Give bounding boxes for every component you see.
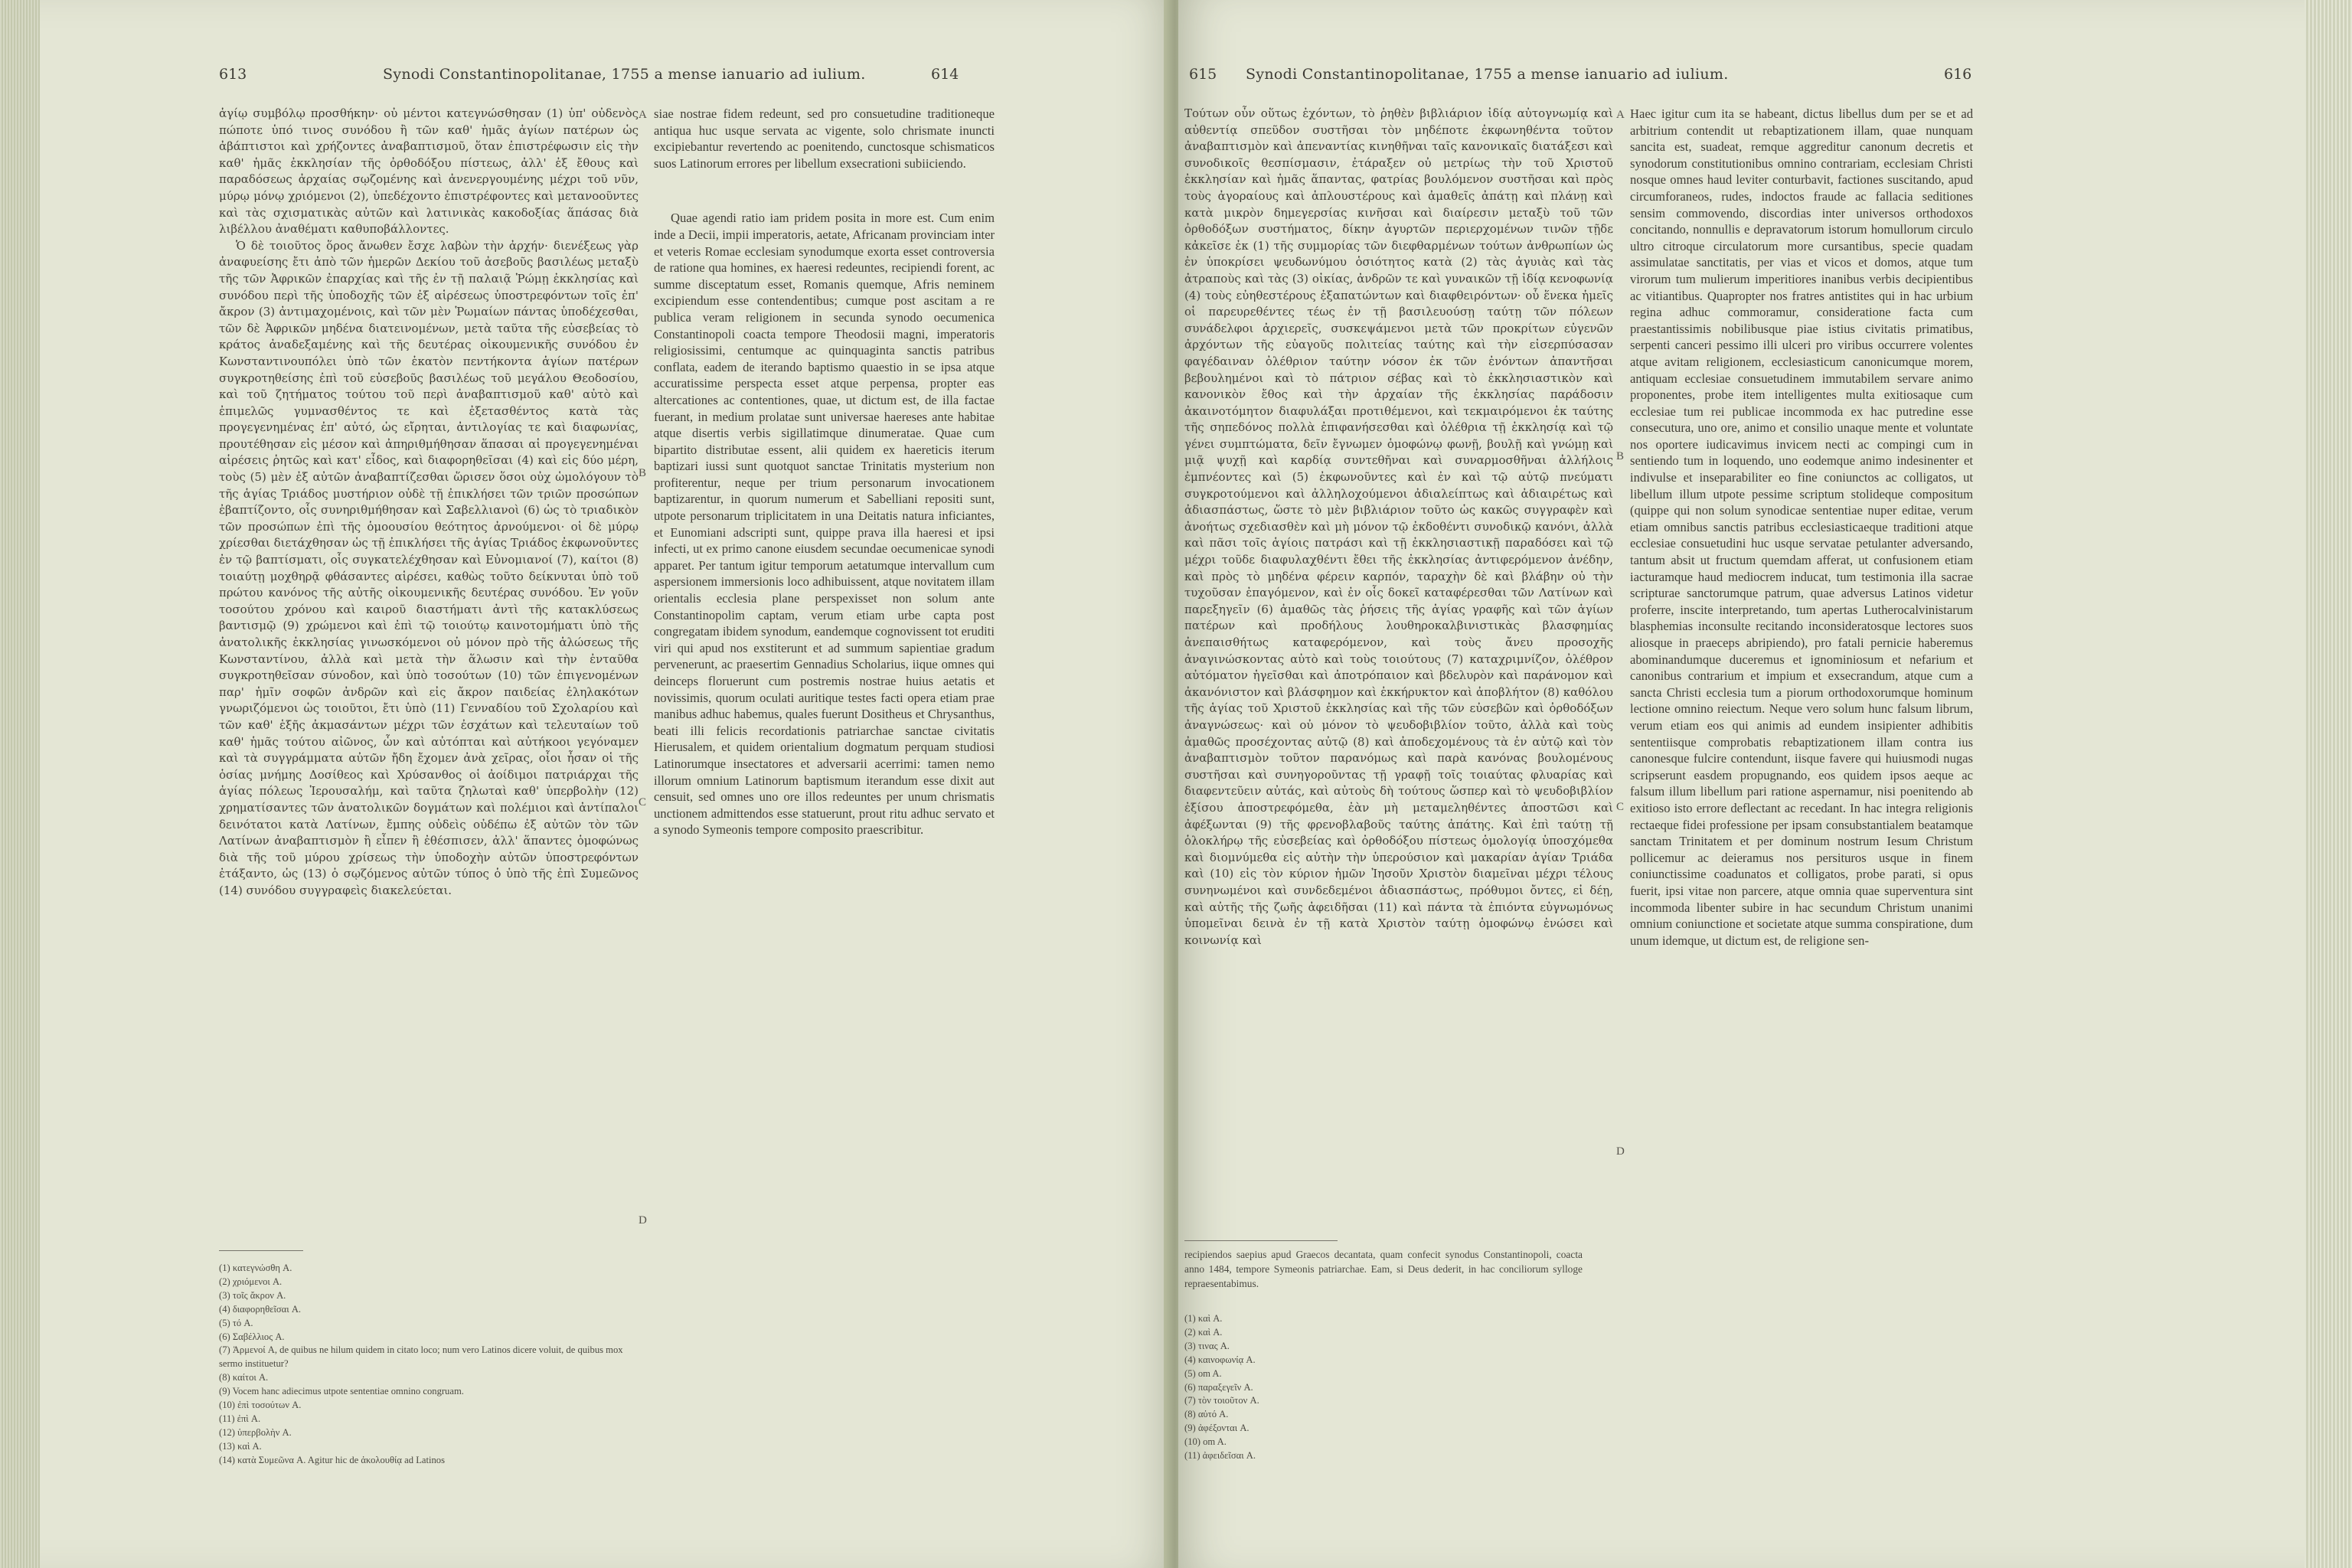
footnote: (10) ἐπὶ τοσούτων A. (219, 1400, 302, 1411)
margin-letter: B (1616, 450, 1625, 462)
greek-column (219, 106, 639, 900)
footnote: (2) χριόμενοι A. (219, 1276, 283, 1287)
page-edge (0, 0, 40, 1568)
greek-paragraph: ἁγίῳ συμβόλῳ προσθήκην· οὐ μέντοι κατεγνώσθησαν (1) ὑπ' οὐδενὸς πώποτε ὑπό τινος συνόδου ἢ τῶν καθ' ἡμᾶς ἁγίων πατέρων ὡς ἀβάπτιστοι καὶ χρήζοντες ἀναβαπτισμοῦ, ὅταν ἐπιστρέφωσιν εἰς τὴν καθ' ἡμᾶς ἐκκλησίαν τῆς ὀρθοδόξου πίστεως, ἀλλ' ἐξ ἔθους καὶ παραδόσεως ἀρχαίας σῳζομένης καὶ ἀνενεργουμένης μέχρι τοῦ νῦν, μύρῳ μόνῳ χριόμενοι (2), ὑπεδέχοντο ἐπιστρέφοντες καὶ μετανοοῦντες καὶ τὰς σχισματικὰς αὐτῶν καὶ λατινικὰς κακοδοξίας ἅπάσας διὰ λιβέλλου ἀναθέματι καθυποβάλλοντες. (219, 106, 639, 237)
latin-column (1630, 106, 1973, 949)
running-title: Synodi Constantinopolitanae, 1755 a mense ianuario ad iulium. (1246, 66, 1729, 83)
footnote: (2) καὶ A. (1184, 1326, 1223, 1338)
left-page (0, 0, 1174, 1568)
footnotes (1184, 1312, 1583, 1463)
margin-letter: D (1616, 1145, 1625, 1158)
footnote: (7) Ἀρμενοί A, de quibus ne hilum quidem in citato loco; num vero Latinos dicere voluit, de quibus mox sermo instituetur? (219, 1344, 623, 1370)
right-page (1178, 0, 2352, 1568)
footnote: (8) αὐτό A. (1184, 1409, 1229, 1420)
margin-letter: C (639, 796, 647, 808)
footnote: (6) παραξεγεῖν A. (1184, 1381, 1253, 1393)
greek-column (1184, 106, 1613, 949)
footnote: (4) καινοφωνίᾳ A. (1184, 1354, 1256, 1365)
footnote: (1) κατεγνώσθη A. (219, 1263, 292, 1273)
footnote: (13) καὶ A. (219, 1440, 262, 1452)
running-title: Synodi Constantinopolitanae, 1755 a mense ianuario ad iulium. (383, 66, 866, 83)
footnote: (3) τινας A. (1184, 1340, 1230, 1351)
margin-letter: A (639, 109, 647, 121)
footnote: (12) ὑπερβολὴν A. (219, 1426, 292, 1438)
page-number: 613 (219, 66, 247, 83)
margin-letter: C (1616, 801, 1625, 813)
footnote: (1) καὶ A. (1184, 1313, 1223, 1324)
footnote: (4) διαφορηθεῖσαι A. (219, 1303, 302, 1315)
footnote-rule (1184, 1240, 1338, 1241)
page-number: 616 (1944, 66, 1972, 83)
footnote: (7) τὸν τοιοῦτον A. (1184, 1395, 1259, 1406)
footnote: (5) om A. (1184, 1367, 1222, 1379)
greek-paragraph: Τούτων οὖν οὕτως ἐχόντων, τὸ ῥηθὲν βιβλιάριον ἰδίᾳ αὐτογνωμίᾳ καὶ αὐθεντίᾳ σπεῦδον συστῆσαι τὸν μηδέποτε ἐκφωνηθέντα τοῦτον ἀναβαπτισμὸν καὶ ἀπεναντίας κινηθῆναι ταῖς κανονικαῖς διατάξεσι καὶ συνοδικοῖς θεσπίσμασιν, ἐτάραξεν οὐ μετρίως τὴν τοῦ Χριστοῦ ἐκκλησίαν καὶ ἡμᾶς ἅπαντας, φατρίας βουλόμενον συστῆσαι καὶ πρὸς τοὺς ἀγοραίους καὶ ἁπλουστέρους καὶ ἀμαθεῖς ἀπάτῃ καὶ πλάνῃ καὶ κατὰ μικρὸν δημεγερσίας κινῆσαι καὶ διαίρεσιν μεταξὺ τοῦ τῶν ὀρθοδόξων συστήματος, δίκην ἀγυρτῶν περιερχομένων τινῶν τῇδε κἀκεῖσε ἐκ (1) τῆς συμμορίας τῶν διεφθαρμένων τούτων ἀνθρωπίων ὡς ἐν ὑποκρίσει ψευδωνύμου ὁσιότητος κατὰ (2) τὰς ἀγυιὰς καὶ τὰς ἀτραποὺς καὶ τὰς (3) οἰκίας, ἀνδρῶν τε καὶ γυναικῶν τῇ ἰδίᾳ κενοφωνίᾳ (4) τοὺς εὐηθεστέρους ἐξαπατώντων καὶ διαφθειρόντων· οὗ ἕνεκα ἡμεῖς οἱ παρευρεθέντες τέως ἐν τῇ βασιλευούσῃ ταύτῃ τῶν πόλεων συνάδελφοι ἀρχιερεῖς, συσκεψάμενοι μετὰ τῶν προκρίτων εὐγενῶν ἀρχόντων τῆς εὐαγοῦς πολιτείας ταύτης καὶ τὴν εἰσερπύσασαν φαγέδαιναν ὀλέθριον ταύτην νόσον ἐκ τῶν ἐνόντων ἀπαντῆσαι βεβουλημένοι καὶ τὸ πάτριον σέβας καὶ τὸ ἐκκλησιαστικὸν καὶ κανονικὸν ἔθος καὶ τὴν ἀρχαίαν τῆς ἐκκλησίας παράδοσιν ἀκαινοτόμητον διαφυλάξαι προτιθέμενοι, καὶ τεκμαιρόμενοι ἐκ ταύτης τῆς σηπεδόνος πολλὰ ἐπιφανήσεσθαι καὶ ὀλέθρια τῇ ἐκκλησίᾳ καὶ τῷ γένει συμπτώματα, δεῖν ἔγνωμεν ὁμοφώνῳ φωνῇ, βουλῇ καὶ γνώμῃ καὶ μιᾷ ψυχῇ καὶ καρδίᾳ συντεθῆναι καὶ συναρμοσθῆναι ἀλλήλοις ἐμπνέοντες καὶ (5) ἐκφωνοῦντες καὶ ἐν καὶ τῷ αὐτῷ πνεύματι συγκροτούμενοι καὶ ἀλληλοχούμενοι ἀδιαλείπτως καὶ ἀδιαιρέτως καὶ ἀδιασπάστως, ὥστε τὸ μὲν βιβλιάριον τοῦτο ὡς κακῶς συγγραφὲν καὶ ἀνοήτως σχεδιασθὲν καὶ μὴ μόνον τῷ ἐκδοθέντι συνοδικῷ κανόνι, ἀλλὰ καὶ πᾶσι τοῖς ἁγίοις πατράσι καὶ τῇ ἐκκλησιαστικῇ παραδόσει καὶ τῷ μέχρι τοῦδε διαφυλαχθέντι ἔθει τῆς ἐκκλησίας ἀντιφερόμενον ἀνέδην, καὶ πρὸς τὸ μηδένα φέρειν καρπόν, ταραχὴν δὲ καὶ βλάβην οὐ τὴν τυχοῦσαν ἐπαγόμενον, καὶ ἐν οἷς δοκεῖ καταφέρεσθαι τῶν Λατίνων καὶ παρεξηγεῖν (6) ἀμαθῶς τὰς ῥήσεις τῆς ἁγίας γραφῆς καὶ τῶν ἁγίων πατέρων καὶ προδήλους λουθηροκαλβινιστικὰς βλασφημίας ἀνεπαισθήτως καταφερόμενον, καὶ τοὺς ἄνευ προσοχῆς ἀναγινώσκοντας αὐτὸ καὶ τοὺς τοιούτους (7) καταχριμνίζον, ὀλέθρον αὐτόματον ἡγεῖσθαι καὶ ἀποτρόπαιον καὶ βδελυρὸν καὶ παράνομον καὶ ἀκανόνιστον καὶ βλάσφημον καὶ ἐκκήρυκτον καὶ ἀποβλήτον (8) καθόλου τῆς ἁγίας τοῦ Χριστοῦ ἐκκλησίας καὶ τῆς τῶν εὐσεβῶν καὶ ὀρθοδόξων ἀναγνώσεως· καὶ οὐ μόνον τὸ ψευδοβιβλίον τοῦτο, ἀλλὰ καὶ τοὺς ἀμαθῶς προσέχοντας αὐτῷ (8) καὶ ἀποδεχομένους τὰ ἐν αὐτῷ καὶ τὸν ἀναβαπτισμὸν τοῦτον παρανόμως καὶ παρὰ κανόνας βουλομένους συστῆσαι καὶ συνηγοροῦντας τῇ γραφῇ τοῖς τοιαύτας φλυαρίας καὶ διαφεντεῦειν αὐτάς, καὶ αὐτοὺς δὴ τούτους ὥσπερ καὶ τὸ ψευδοβιβλίον ἐξίσου ἀποστρεφόμεθα, ἐὰν μὴ μεταμεληθέντες ἀποστῶσι καὶ ἀφέξωνται (9) τῆς φρενοβλαβοῦς ταύτης ἀπάτης. Καὶ ἐπὶ ταύτῃ τῇ ὁλοκλήρῳ τῆς εὐσεβείας καὶ ὀρθοδόξου πίστεως ὁμολογίᾳ ὑποσχόμεθα καὶ διομνύμεθα εἰς αὐτὴν τὴν ὑπερούσιον καὶ μακαρίαν ἁγίαν Τριάδα καὶ (10) εἰς τὸν κύριον ἡμῶν Ἰησοῦν Χριστὸν διαμεῖναι μέχρι τέλους συνηνωμένοι καὶ συνδεδεμένοι ἀδιασπάστως, πρόθυμοι ὄντες, εἰ δέῃ, καὶ αὐτῆς τῆς ζωῆς ἀφειδῆσαι (11) καὶ πάντα τὰ ἐπιόντα εὐγνωμόνως ὑπομεῖναι δεινὰ ἐν τῇ κατὰ Χριστὸν ταύτῃ ὁμοφώνῳ ἑνώσει καὶ κοινωνίᾳ καὶ (1184, 106, 1613, 947)
footnote: (9) Vocem hanc adiecimus utpote sententiae omnino congruam. (219, 1386, 464, 1397)
footnote-rule (219, 1250, 303, 1251)
page-number: 615 (1189, 66, 1217, 83)
footnote: (8) καίτοι A. (219, 1372, 269, 1383)
continued-footnote: recipiendos saepius apud Graecos decantata, quam confecit synodus Constantinopoli, coacta anno 1484, tempore Symeonis patriarchae. Eam, si Deus dederit, in hac conciliorum sylloge repraesentabimus. (1184, 1249, 1583, 1289)
footnote: (3) τοῖς ἄκρον A. (219, 1289, 286, 1301)
footnote: (6) Σαβέλλιος A. (219, 1331, 285, 1342)
latin-paragraph: siae nostrae fidem redeunt, sed pro consuetudine traditioneque antiqua huc usque servata ac vigente, solo chrismate inuncti excipiebantur revertendo ac poenitendo, cunctosque schismaticos suos Latinorum errores per libellum exsecrationi subiiciendo. (654, 106, 995, 171)
latin-column (654, 106, 995, 838)
page-number: 614 (931, 66, 959, 83)
footnote: (14) κατὰ Συμεῶνα A. Agitur hic de ἀκολουθίᾳ ad Latinos (219, 1454, 445, 1465)
footnote: (11) ἀφειδεῖσαι A. (1184, 1450, 1256, 1462)
footnote: (9) ἀφέξονται A. (1184, 1423, 1250, 1434)
margin-letter: B (639, 467, 647, 479)
margin-letter: A (1616, 109, 1625, 121)
greek-paragraph: Ὁ δὲ τοιοῦτος ὅρος ἄνωθεν ἔσχε λαβὼν τὴν ἀρχήν· διενέξεως γὰρ ἀναφυείσης ἔτι ἀπὸ τῶν ἡμερῶν Δεκίου τοῦ ἀσεβοῦς βασιλέως μεταξὺ τῆς τῶν Ἀφρικῶν ἐπαρχίας καὶ τῆς ἐν τῇ παλαιᾷ Ῥώμῃ ἐκκλησίας καὶ συνόδου περὶ τῆς ὑποδοχῆς τῶν ἐξ αἱρέσεως ὑποστρεφόντων τοῖς ἐπ' ἄκρον (3) ἀντιμαχομένοις, καὶ τῶν μὲν Ῥωμαίων πάντας ὑποδέχεσθαι, τῶν δὲ Ἀφρικῶν μηδένα διατεινομένων, μετὰ ταῦτα τῆς εὐσεβείας τὸ κράτος ἀναδεξαμένης καὶ τῆς δευτέρας οἰκουμενικῆς συνόδου ἐν Κωνσταντινουπόλει ὑπὸ τῶν ἑκατὸν πεντήκοντα ἁγίων πατέρων συγκροτηθείσης ἐπὶ τοῦ εὐσεβοῦς βασιλέως τοῦ μεγάλου Θεοδοσίου, καὶ τοῦ ζητήματος τούτου τοῦ περὶ ἀναβαπτισμοῦ καθ' αὐτὸ καὶ ἐπιμελῶς γυμνασθέντος τε καὶ ἐξετασθέντος κατὰ τὰς προγεγενημένας ἐπ' αὐτό, ὡς εἴρηται, ἀντιλογίας τε καὶ διαφωνίας, προυτέθησαν εἰς μέσον καὶ ἀπηριθμήθησαν ἅπασαι αἱ προγεγενημέναι αἱρέσεις ῥητῶς καὶ κατ' εἶδος, καὶ διαφορηθεῖσαι (4) καὶ εἰς δύο μέρη, τοὺς (5) μὲν ἐξ αὐτῶν ἀναβαπτίζεσθαι ὥρισεν ὅσοι οὐχ ὡμολόγουν τὸ τῆς ἁγίας Τριάδος μυστήριον οὐδὲ τῇ ἐπικλήσει τῶν τριῶν προσώπων ἐβαπτίζοντο, οἷς συνηριθμήθησαν καὶ Σαβελλιανοὶ (6) ὡς τὸ τριαδικὸν τῶν προσώπων ἐπὶ τῆς ὁμοουσίου θεότητος ἀρνούμενοι· οἱ δὲ μύρῳ χρίεσθαι διετάχθησαν ὡς τῇ ἐπικλήσει τῆς ἁγίας Τριάδος ἐκφωνοῦντες ἐν τῷ βαπτίσματι, οἷς συγκατελέχθησαν καὶ Εὐνομιανοί (7), καίτοι (8) τοιαύτῃ μοχθηρᾷ φθάσαντες αἱρέσει, καθὼς τοῦτο δείκνυται ὑπὸ τοῦ πρώτου κανόνος τῆς αὐτῆς οἰκουμενικῆς δευτέρας συνόδου. Ἐν γοῦν τοσούτου χρόνου καὶ καιροῦ διαστήματι ἀντὶ τῆς κατακλύσεως βαντισμῷ (9) χρώμενοι καὶ ἐπὶ τῷ τοιούτῳ καινοτομήματι ὑπὸ τῆς ἀνατολικῆς ἐκκλησίας γινωσκόμενοι οὐ μόνον πρὸ τῆς ἁλώσεως τῆς Κωνσταντίνου, ἀλλὰ καὶ μετὰ τὴν ἅλωσιν καὶ τὴν ἐνταῦθα συγκροτηθεῖσαν σύνοδον, καὶ ὑπὸ τοσούτων (10) τῶν ἐπιγενομένων παρ' ἡμῖν σοφῶν ἀνδρῶν καὶ εἰς ἄκρον παιδείας ἐληλακότων γνωριζόμενοι ὡς τοιοῦτοι, ἔτι ὑπὸ (11) Γενναδίου τοῦ Σχολαρίου καὶ τῶν καθ' ἑξῆς ἀκμασάντων μέχρι τῶν ἐσχάτων καὶ τελευταίων τοῦ καθ' ἡμᾶς τούτου αἰῶνος, ὧν καὶ αὐτόπται καὶ αὐτήκοοι γεγόναμεν καὶ τὰ συγγράμματα αὐτῶν ἤδη ἔχομεν ἀνὰ χεῖρας, οἷοι ἦσαν οἱ τῆς ὁσίας μνήμης Δοσίθεος καὶ Χρύσανθος οἱ ἀοίδιμοι πατριάρχαι τῆς ἁγίας πόλεως Ἱερουσαλήμ, καὶ ταῦτα ζηλωταὶ καθ' ὑπερβολὴν (12) χρηματίσαντες τῶν ἀνατολικῶν δογμάτων καὶ πολέμιοι καὶ ἀντίπαλοι δεινότατοι κατὰ Λατίνων, ἔμπης οὐδεὶς οὐδέπω ἐξ αὐτῶν τὸν τῶν Λατίνων ἀναβαπτισμὸν ἢ εἶπεν ἢ ἐθέσπισεν, ἀλλ' ἅπαντες ὁμοφώνως διὰ τῆς τοῦ μύρου χρίσεως τὴν ὑποδοχὴν αὐτῶν ὑποστρεφόντων ἐτάξαντο, ὡς (13) ὁ σῳζόμενος αὐτῶν τύπος ὁ ὑπὸ τῆς ἐπὶ Συμεῶνος (14) συνόδου συγγραφεὶς διακελεύεται. (219, 238, 639, 897)
latin-paragraph: Haec igitur cum ita se habeant, dictus libellus dum per se et ad arbitrium contendit ut rebaptizationem illam, quae nunquam sancita est, suadeat, remque aggreditur canonum decretis et synodorum constitutionibus omnino contrariam, ecclesiam Christi nosque omnes haud leviter conturbavit, factiones suscitando, apud circumforaneos, rudes, indoctos fraude ac fallacia seditiones sensim commovendo, discordias inter universos orthodoxos concitando, nonnullis e depravatorum istorum homullorum circulo ultro citroque circulatorum more cursantibus, specie quadam assimulatae sanctitatis, per vias et vicos et domos, atque tum virorum tum mulierum imperitiores inanibus verbis decipientibus ac vitiantibus. Quapropter nos fratres antistites qui in hac urbium regina adhuc commoramur, consideratione facta cum praestantissimis nobilibusque piae istius civitatis primatibus, serpenti canceri pessimo illi ulceri pro viribus occurrere volentes atque avitam religionem, ecclesiasticum canonicumque morem, antiquam ecclesiae consuetudinem immutabilem servare animo proponentes, probe item intelligentes multa exitiosaque cum ecclesiae tum rei publicae incommoda ex hac putredine esse consecutura, uno ore, animo et consilio unaque mente et voluntate nos oportere iudicavimus invicem necti ac compingi cum in sentiendo tum in loquendo, uno eodemque animo indesinenter et indivulse et inseparabiliter eo fine coniunctos ac colligatos, ut libellum illum utpote pessime scriptum stolideque compositum (quippe qui non solum synodicae sententiae nuper editae, verum etiam omnibus sanctis patribus ecclesiasticaeque traditioni atque ecclesiae consuetudini huc usque servatae petulanter adversando, tantum absit ut fructum quemdam afferat, ut confusionem etiam iacturamque haud mediocrem inducat, tum testimonia illa sacrae scripturae sanctorumque patrum, quae adversus Latinos videtur proferre, inscite interpretando, tum apertas Lutherocalvinistarum blasphemias inconsulte recitando inconsideratosque lectores suos aliosque in praeceps abripiendo), pro fatali pernicie haberemus abominandumque duceremus et ignominiosum et nefarium et canonibus contrarium et impium et exsecrandum, atque cum a sancta Christi ecclesia tum a piorum orthodoxorumque hominum lectione omnino reiectum. Neque vero solum hunc falsum librum, verum etiam eos qui animis ad eundem insipienter adhibitis sententiisque comprobatis rebaptizationem illam contra ius canonesque fulcire contendunt, iisque favere qui huiusmodi nugas scripserunt easdem propugnando, eos quidem ipsos aeque ac falsum illum libellum pari ratione aspernamur, nisi poenitendo ab exitioso isto errore deflectant ac recedant. In hac integra religionis rectaeque fidei professione per ipsam consubstantialem beatamque sanctam Trinitatem et per dominum nostrum Iesum Christum pollicemur ac deieramus nos persituros usque in finem coniunctissime coadunatos et colligatos, probe parati, si opus fuerit, ipsi vitae non parcere, atque omnia quae superventura sint incommoda libenter subire in hac secundum Christum unanimi omnium coniunctione et societate atque summa conspiratione, dum unum idemque, ut dictum est, de religione sen- (1630, 106, 1973, 948)
latin-paragraph: Quae agendi ratio iam pridem posita in more est. Cum enim inde a Decii, impii imperatoris, aetate, Africanam provinciam inter et veteris Romae ecclesiam synodumque exorta esset controversia de ratione qua homines, ex haeresi redeuntes, recipiendi forent, ac summe disceptatum esset, Romanis quemque, Afris neminem excipiendum esse contendentibus; cumque post ascitam a re publica veram religionem in secunda synodo oecumenica Constantinopoli coacta tempore Theodosii magni, imperatoris religiosissimi, centumque ac quinquaginta sanctis patribus conflata, eadem de iterando baptismo quaestio in se ipsa atque accuratissime perspecta esset atque perpensa, propter eas altercationes ac contentiones, quae, ut dictum est, de illa factae fuerant, in medium prolatae sunt universae haereses ante habitae atque disertis verbis sigillatimque dinumeratae. Quae cum bipartito distributae essent, alii quidem ex haereticis iterum baptizari iussi sunt quotquot sanctae Trinitatis mysterium non profiterentur, neque per trium personarum invocationem baptizarentur, in quorum numerum et Sabelliani repositi sunt, utpote personarum triplicitatem in una Deitatis natura inficiantes, et Eunomiani adscripti sunt, quippe prava illa haeresi et ipsi infecti, ut ex primo canone eiusdem secundae oecumenicae synodi apparet. Per tantum igitur temporum aetatumque intervallum cum aspersionem immersionis loco adhibuissent, atque novitatem illam orientalis ecclesia plane perspexisset non solum ante Constantinopolim captam, verum etiam urbe capta post congregatam ibidem synodum, eandemque cognovissent tot eruditi viri qui apud nos exstiterunt et ad summum sapientiae gradum pervenerunt, ac praesertim Gennadius Scholarius, iique omnes qui deinceps floruerunt cum postremis nostrae huius aetatis et novissimis, quorum oculati auritique testes facti opera etiam prae manibus adhuc habemus, quales fuerunt Dositheus et Chrysanthus, beati illi felicis recordationis patriarchae sanctae civitatis Hierusalem, et quidem orientalium dogmatum perquam studiosi Latinorumque insectatores et adversarii acerrimi: tamen nemo illorum omnium Latinorum baptismum iterandum esse dixit aut censuit, sed omnes uno ore illos redeuntes per unum chrismatis unctionem admittendos esse statuerunt, prout ritu adhuc servato et a synodo Symeonis tempore composito praescribitur. (654, 211, 995, 838)
running-header (0, 66, 1174, 92)
footnote: (5) τό A. (219, 1317, 253, 1328)
margin-letter: D (639, 1214, 647, 1227)
footnote: (10) om A. (1184, 1436, 1227, 1448)
page-edge (2305, 0, 2352, 1568)
footnote: (11) ἐπὶ A. (219, 1413, 261, 1424)
footnotes (219, 1262, 632, 1468)
running-header (1178, 66, 2352, 92)
